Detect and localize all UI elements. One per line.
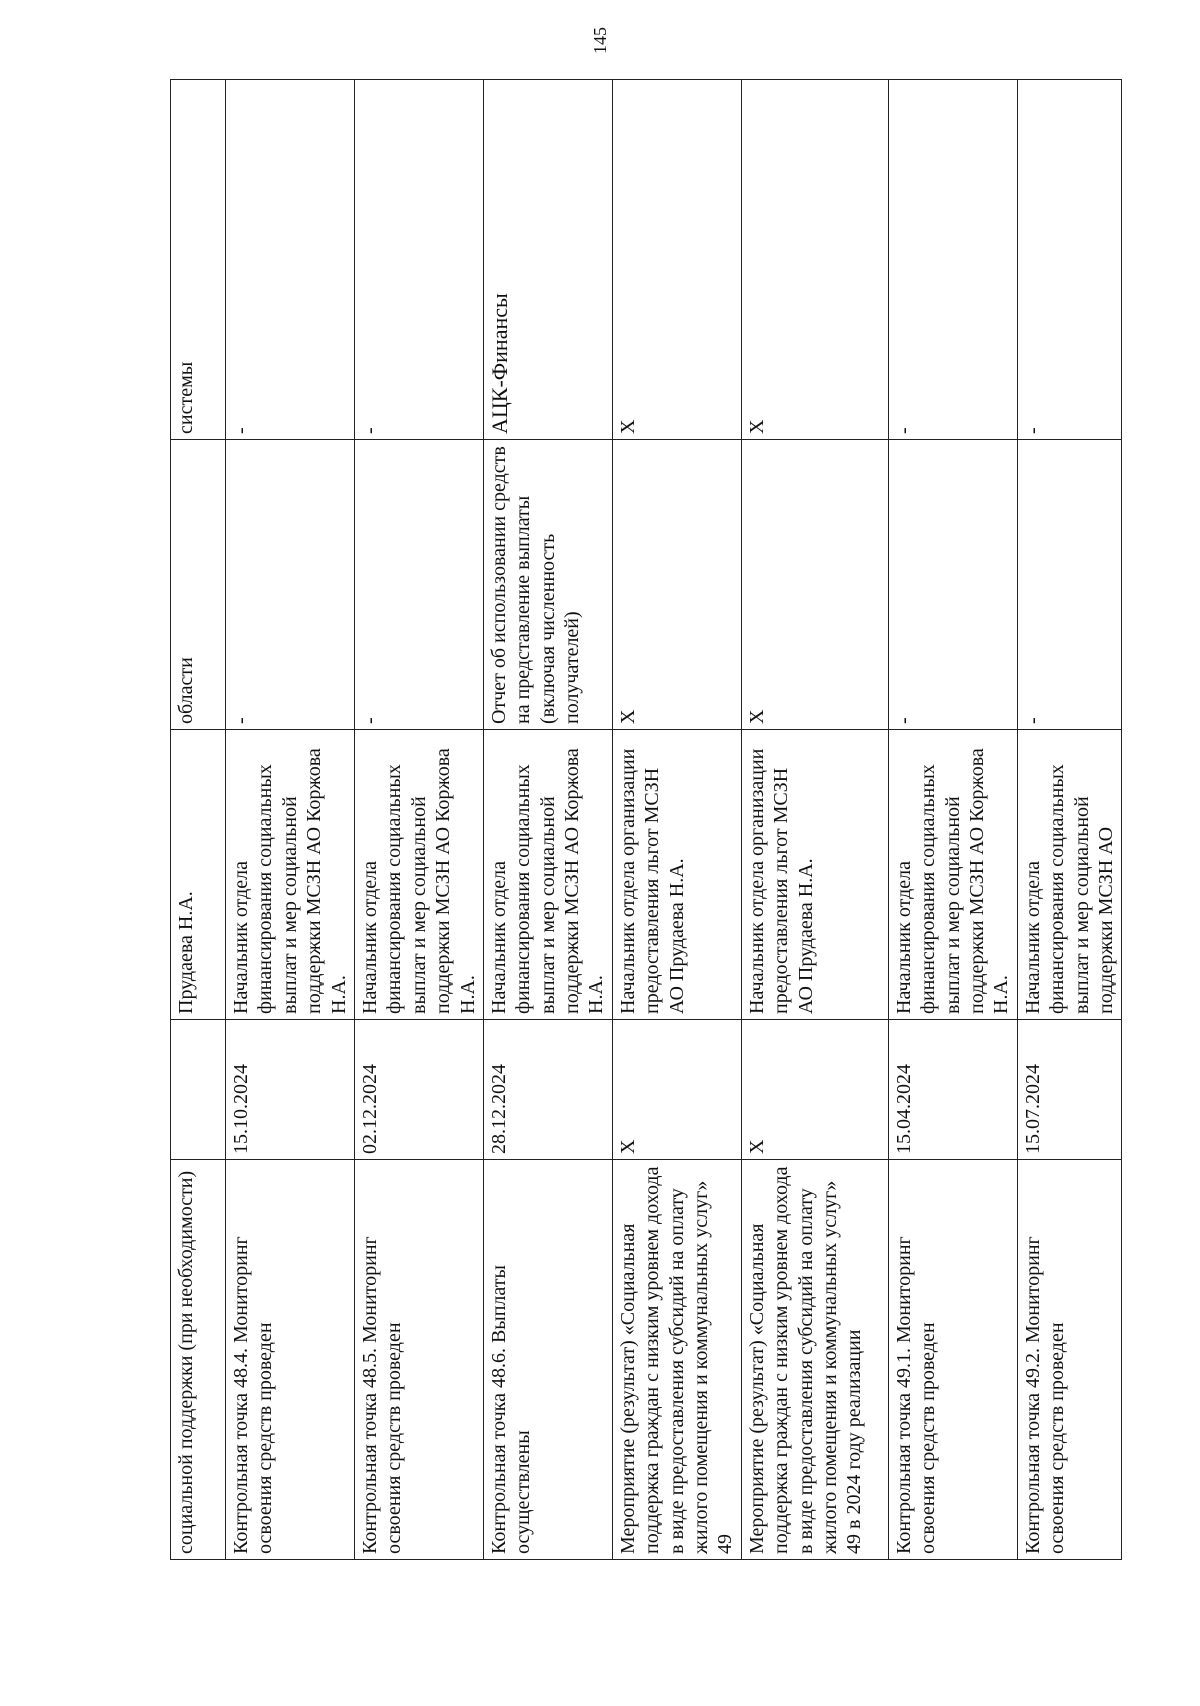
table-cell-event: Контрольная точка 49.1. Мониторинг освоения средств проведен <box>888 1160 1017 1560</box>
table-row <box>354 80 483 1560</box>
table-row <box>888 80 1017 1560</box>
table-cell-event: Мероприятие (результат) «Социальная поддержка граждан с низким уровнем дохода в виде предоставления субсидий на оплату жилого помещения и коммунальных услуг» 49 в 2024 году реализации <box>741 1160 888 1560</box>
table-row <box>741 80 888 1560</box>
table-cell-date: 28.12.2024 <box>483 1020 612 1160</box>
table-row <box>226 80 355 1560</box>
table-cell-date: 02.12.2024 <box>354 1020 483 1160</box>
table-cell-event: Мероприятие (результат) «Социальная поддержка граждан с низким уровнем дохода в виде предоставления субсидий на оплату жилого помещения и коммунальных услуг» 49 <box>612 1160 741 1560</box>
table-cell-document: X <box>612 440 741 730</box>
table-cell-event: Контрольная точка 48.5. Мониторинг освоения средств проведен <box>354 1160 483 1560</box>
table-cell-event: социальной поддержки (при необходимости) <box>171 1160 226 1560</box>
table-cell-responsible: Начальник отдела финансирования социальных выплат и мер социальной поддержки МСЗН АО Коржова Н.А. <box>888 730 1017 1020</box>
table-cell-date <box>171 1020 226 1160</box>
table-row <box>483 80 612 1560</box>
table-cell-system: X <box>741 80 888 440</box>
table-cell-system: - <box>226 80 355 440</box>
table-cell-responsible: Прудаева Н.А. <box>171 730 226 1020</box>
page-number-text: 145 <box>589 27 610 54</box>
table-cell-event: Контрольная точка 49.2. Мониторинг освоения средств проведен <box>1017 1160 1122 1560</box>
table-cell-responsible: Начальник отдела финансирования социальных выплат и мер социальной поддержки МСЗН АО Коржова Н.А. <box>483 730 612 1020</box>
table-cell-event: Контрольная точка 48.4. Мониторинг освоения средств проведен <box>226 1160 355 1560</box>
table-cell-system: - <box>1017 80 1122 440</box>
table-row <box>171 80 226 1560</box>
table-cell-responsible: Начальник отдела финансирования социальных выплат и мер социальной поддержки МСЗН АО <box>1017 730 1122 1020</box>
table-cell-responsible: Начальник отдела организации предоставления льгот МСЗН АО Прудаева Н.А. <box>741 730 888 1020</box>
table-cell-responsible: Начальник отдела финансирования социальных выплат и мер социальной поддержки МСЗН АО Коржова Н.А. <box>226 730 355 1020</box>
table-cell-responsible: Начальник отдела финансирования социальных выплат и мер социальной поддержки МСЗН АО Коржова Н.А. <box>354 730 483 1020</box>
table-cell-document: - <box>1017 440 1122 730</box>
table-cell-document: области <box>171 440 226 730</box>
table-row <box>612 80 741 1560</box>
table-cell-document: - <box>888 440 1017 730</box>
table-cell-date: X <box>612 1020 741 1160</box>
document-table <box>170 79 1122 1560</box>
table-row <box>1017 80 1122 1560</box>
table-cell-date: X <box>741 1020 888 1160</box>
table-cell-system: - <box>354 80 483 440</box>
table-cell-system: X <box>612 80 741 440</box>
table-cell-date: 15.10.2024 <box>226 1020 355 1160</box>
table-cell-responsible: Начальник отдела организации предоставления льгот МСЗН АО Прудаева Н.А. <box>612 730 741 1020</box>
table-cell-date: 15.04.2024 <box>888 1020 1017 1160</box>
table-cell-system: системы <box>171 80 226 440</box>
table-cell-system: - <box>888 80 1017 440</box>
table-cell-document: - <box>354 440 483 730</box>
table-cell-document: Отчет об использовании средств на представление выплаты (включая численность получателей) <box>483 440 612 730</box>
table-cell-date: 15.07.2024 <box>1017 1020 1122 1160</box>
rotated-table-container <box>170 80 1117 1560</box>
table-cell-event: Контрольная точка 48.6. Выплаты осуществлены <box>483 1160 612 1560</box>
table-cell-document: - <box>226 440 355 730</box>
table-cell-system: АЦК-Финансы <box>483 80 612 440</box>
table-cell-document: X <box>741 440 888 730</box>
